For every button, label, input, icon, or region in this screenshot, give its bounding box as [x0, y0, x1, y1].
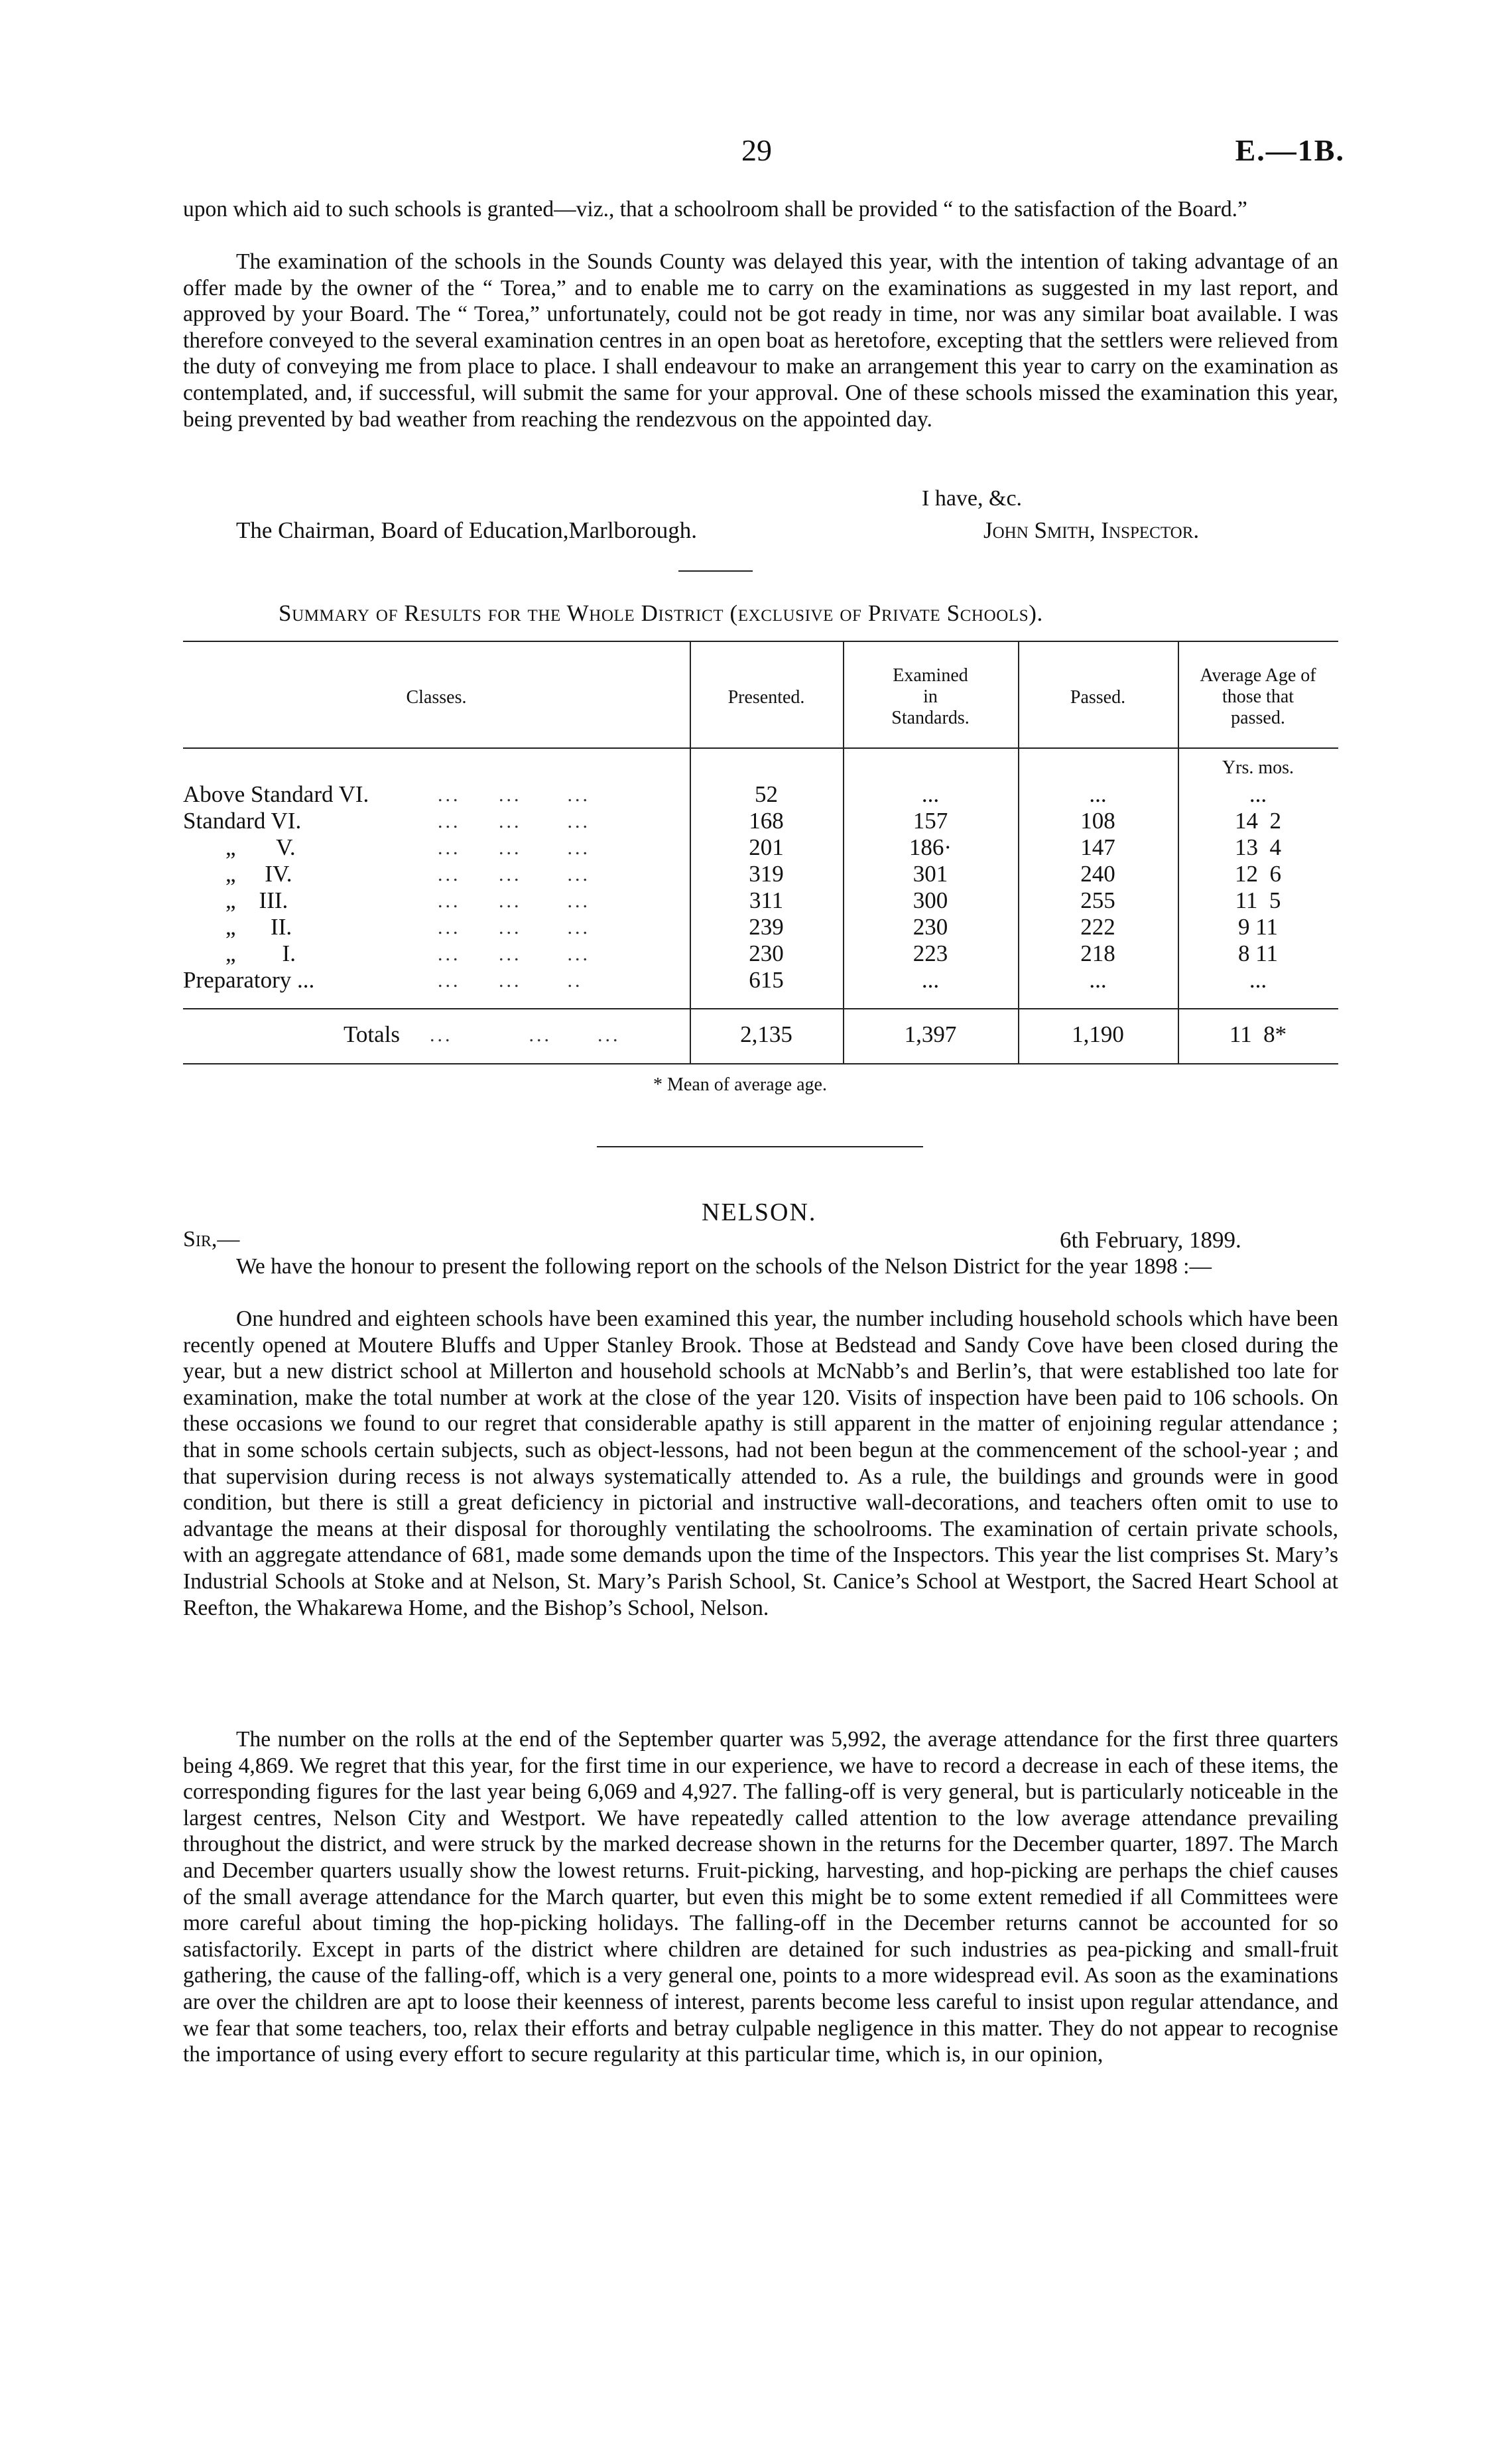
leader-dots: ... ... ...	[438, 784, 590, 806]
row-examined: ...	[921, 967, 940, 993]
header-classes: Classes.	[406, 687, 467, 708]
nelson-paragraph-2: One hundred and eighteen schools have been examined this year, the number including household schools which have been recently opened at Moutere Bluffs and Upper Stanley Brook. Those at Bedstead and Sandy Cove have been closed during the year, but a new district school at Millerton and household schools at McNabb’s and Berlin’s, that were established too late for examination, make the total number at work at the close of the year 120. Visits of inspection have been paid to 106 schools. On these occasions we found to our regret that considerable apathy is still apparent in the matter of enjoining regular attendance ; that in some schools certain subjects, such as object-lessons, had not been begun at the commencement of the school-year ; and that supervision during recess is not always systematically attended to. As a rule, the buildings and grounds were in good condition, but there is still a great deficiency in pictorial and instructive wall-decorations, and teachers often omit to use to advantage the means at their disposal for thoroughly ventilating the schoolrooms. The examination of certain private schools, with an aggregate attendance of 681, made some demands upon the time of the Inspectors. This year the list comprises St. Mary’s Industrial Schools at Stoke and at Nelson, St. Mary’s Parish School, St. Canice’s School at Westport, the Sacred Heart School at Reefton, the Whakarewa Home, and the Bishop’s School, Nelson.	[183, 1307, 1338, 1620]
header-passed: Passed.	[1070, 687, 1126, 708]
row-passed: 108	[1080, 808, 1115, 834]
letter-date: 6th February, 1899.	[1060, 1227, 1241, 1253]
document-code: E.—1B.	[1235, 133, 1345, 167]
row-class: „ I.	[225, 940, 296, 966]
totals-presented: 2,135	[740, 1021, 792, 1047]
row-presented: 239	[749, 914, 784, 940]
totals-passed: 1,190	[1072, 1021, 1124, 1047]
section-heading: NELSON.	[702, 1198, 817, 1226]
row-passed: 255	[1080, 887, 1115, 913]
row-class: Preparatory ...	[183, 967, 315, 993]
leader-dots: ... ... ...	[438, 864, 590, 885]
totals-label: Totals	[344, 1021, 401, 1047]
intro-paragraph-2: The examination of the schools in the Sounds County was delayed this year, with the intention of taking advantage of an offer made by the owner of the “ Torea,” and to enable me to carry on the examinations as suggested in my last report, and approved by your Board. The “ Torea,” unfortunately, could not be got ready in time, nor was any similar boat available. I was therefore conveyed to the several examination centres in an open boat as heretofore, excepting that the settlers were relieved from the duty of conveying me from place to place. I shall endeavour to make an arrangement this year to carry on the examination as contemplated, and, if successful, will submit the same for your approval. One of these schools missed the examination this year, being prevented by bad weather from reaching the rendezvous on the appointed day.	[183, 249, 1338, 432]
totals-age: 11 8*	[1229, 1021, 1287, 1047]
row-age: 11 5	[1235, 887, 1281, 913]
row-presented: 230	[749, 940, 784, 966]
leader-dots: ... ... ...	[438, 917, 590, 938]
row-age: 12 6	[1235, 861, 1281, 887]
leader-dots: ... ... ..	[438, 970, 583, 992]
row-passed: 240	[1080, 861, 1115, 887]
signatory: John Smith, Inspector.	[983, 517, 1200, 543]
row-passed: 222	[1080, 914, 1115, 940]
addressee: The Chairman, Board of Education,Marlborough.	[236, 517, 697, 543]
page-header	[0, 133, 1512, 179]
row-presented: 52	[755, 781, 778, 807]
table-footnote: * Mean of average age.	[653, 1074, 827, 1095]
nelson-paragraph-3: The number on the rolls at the end of the September quarter was 5,992, the average attendance for the first three quarters being 4,869. We regret that this year, for the first time in our experience, we have to record a decrease in each of these items, the corresponding figures for the last year being 6,069 and 4,927. The falling-off is very general, but is particularly noticeable in the largest centres, Nelson City and Westport. We have repeatedly called attention to the low average attendance prevailing throughout the district, and were struck by the marked decrease shown in the returns for the December quarter, 1897. The March and December quarters usually show the lowest returns. Fruit-picking, harvesting, and hop-picking are perhaps the chief causes of the small average attendance for the March quarter, but even this might be to some extent remedied if all Committees were more careful about timing the hop-picking holidays. The falling-off in the December returns cannot be accounted for so satisfactorily. Except in parts of the district where children are detained for such industries as pea-picking and small-fruit gathering, the cause of the falling-off, which is a very general one, points to a more widespread evil. As soon as the examinations are over the children are apt to loose their keenness of interest, parents become less careful to insist upon regular attendance, and we fear that some teachers, too, relax their efforts and betray culpable negligence in this matter. They do not appear to recognise the importance of using every effort to secure regularity at this particular time, which is, in our opinion,	[183, 1727, 1338, 2067]
row-examined: 186·	[909, 834, 952, 860]
totals-examined: 1,397	[904, 1021, 957, 1047]
short-divider	[678, 570, 753, 572]
header-examined-line3: Standards.	[891, 708, 970, 728]
leader-dots: ... ... ...	[438, 810, 590, 832]
row-class: Standard VI.	[183, 808, 302, 834]
table-top-rule	[183, 641, 1338, 642]
row-passed: ...	[1089, 967, 1107, 993]
leader-dots: ... ... ...	[438, 890, 590, 912]
header-age-units: Yrs. mos.	[1222, 757, 1294, 778]
leader-dots: ... ... ...	[438, 943, 590, 965]
row-presented: 311	[749, 887, 784, 913]
section-divider	[597, 1146, 923, 1147]
row-age: 14 2	[1235, 808, 1281, 834]
row-examined: 223	[913, 940, 948, 966]
row-age: 13 4	[1235, 834, 1281, 860]
row-examined: ...	[921, 781, 940, 807]
salutation: Sir,—	[183, 1227, 240, 1252]
row-class: „ III.	[225, 887, 288, 913]
header-age-line2: those that	[1222, 686, 1294, 707]
table-header-rule	[183, 747, 1338, 749]
header-examined-line1: Examined	[893, 665, 968, 686]
row-age: 9 11	[1238, 914, 1278, 940]
row-age: ...	[1249, 967, 1267, 993]
row-class: „ II.	[225, 914, 292, 940]
row-examined: 300	[913, 887, 948, 913]
nelson-paragraph-1: We have the honour to present the following report on the schools of the Nelson District for the year 1898 :—	[236, 1254, 1212, 1279]
row-passed: 218	[1080, 940, 1115, 966]
signoff-i-have: I have, &c.	[922, 486, 1023, 511]
page-number: 29	[741, 133, 772, 167]
row-age: 8 11	[1238, 940, 1278, 966]
row-examined: 157	[913, 808, 948, 834]
row-presented: 319	[749, 861, 784, 887]
summary-title: Summary of Results for the Whole District (exclusive of Private Schools).	[279, 600, 1043, 626]
row-examined: 301	[913, 861, 948, 887]
leader-dots: ... ... ...	[438, 837, 590, 859]
header-age-line1: Average Age of	[1200, 665, 1316, 686]
row-presented: 201	[749, 834, 784, 860]
header-presented: Presented.	[727, 687, 805, 708]
row-passed: 147	[1080, 834, 1115, 860]
row-class: Above Standard VI.	[183, 781, 369, 807]
row-presented: 615	[749, 967, 784, 993]
table-bottom-rule	[183, 1063, 1338, 1064]
header-age-line3: passed.	[1231, 708, 1285, 728]
row-presented: 168	[749, 808, 784, 834]
row-examined: 230	[913, 914, 948, 940]
leader-dots: ... ... ...	[430, 1024, 621, 1046]
intro-paragraph-1: upon which aid to such schools is granted—viz., that a schoolroom shall be provided “ to the satisfaction of the Board.”	[183, 197, 1247, 222]
header-examined-line2: in	[923, 686, 938, 707]
row-class: „ IV.	[225, 861, 292, 887]
row-passed: ...	[1089, 781, 1107, 807]
row-age: ...	[1249, 781, 1267, 807]
row-class: „ V.	[225, 834, 296, 860]
table-body-rule	[183, 1008, 1338, 1009]
